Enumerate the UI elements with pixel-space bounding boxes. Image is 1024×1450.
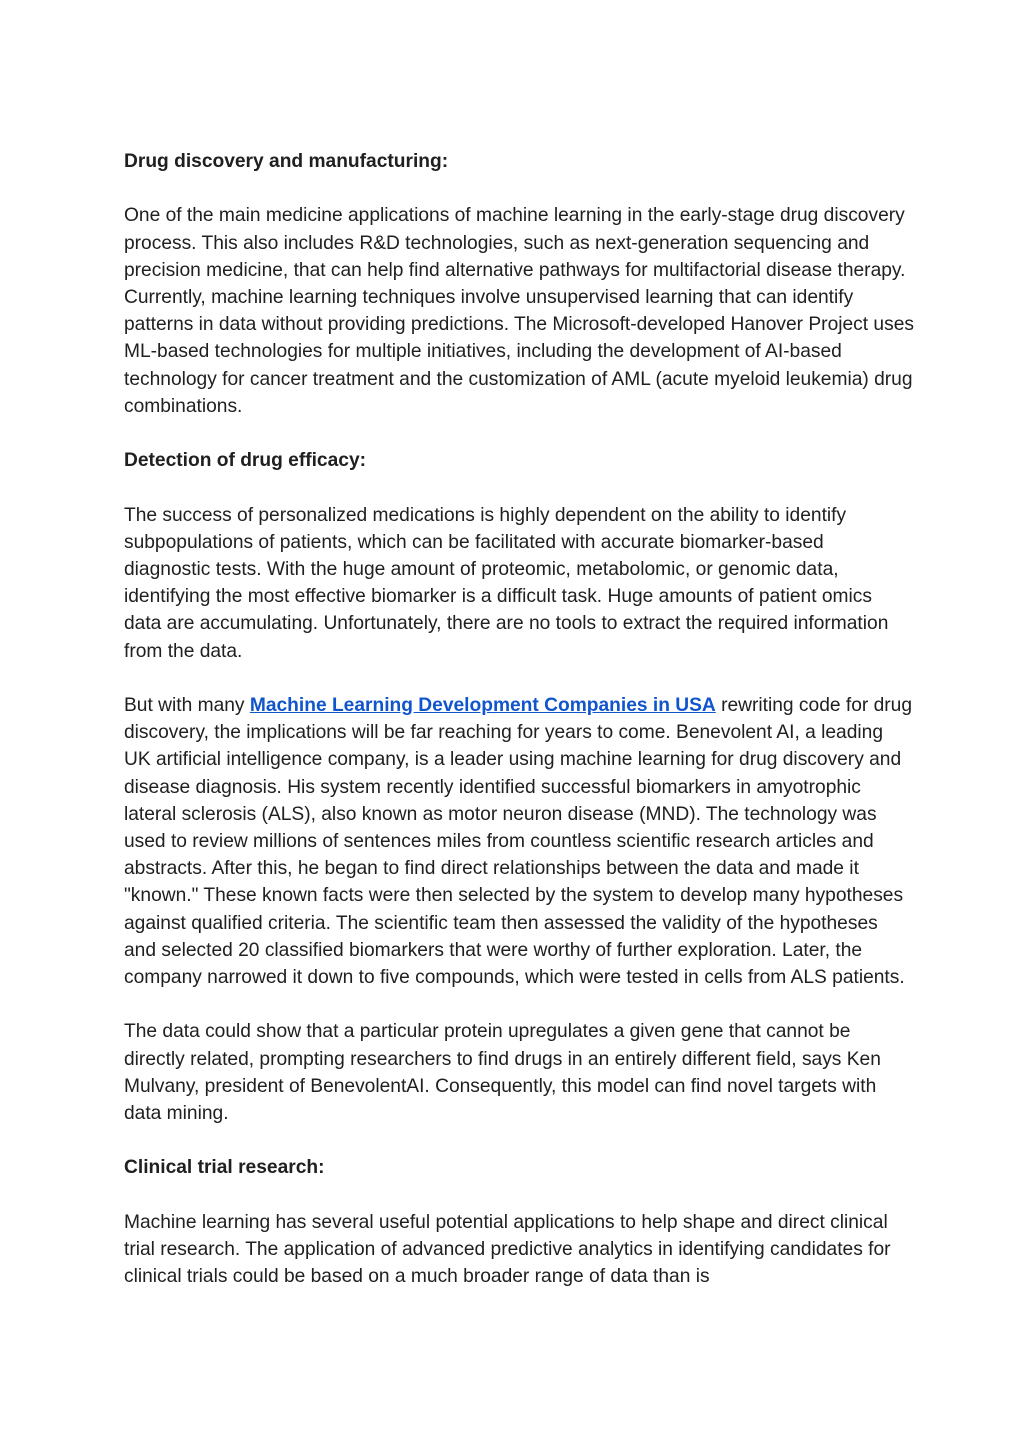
paragraph-drug-efficacy-2 [124,692,914,991]
section-heading-drug-efficacy: Detection of drug efficacy: [124,450,367,472]
paragraph-clinical-trial: Machine learning has several useful potential applications to help shape and direct clinical trial research. The application of advanced predictive analytics in identifying candidates for clinical trials could be based on a much broader range of data than is [124,1211,891,1288]
paragraph-drug-efficacy-1: The success of personalized medications is highly dependent on the ability to identify subpopulations of patients, which can be facilitated with accurate biomarker-based diagnostic tests. With the huge amount of proteomic, metabolomic, or genomic data, identifying the most effective biomarker is a difficult task. Huge amounts of patient omics data are accumulating. Unfortunately, there are no tools to extract the required information from the data. [124,504,889,662]
paragraph-text-before-link: But with many [124,695,250,716]
document-page [124,148,914,1318]
paragraph-drug-discovery: One of the main medicine applications of machine learning in the early-stage drug discovery process. This also includes R&D technologies, such as next-generation sequencing and precision medicine, that can help find alternative pathways for multifactorial disease therapy. Currently, machine learning techniques involve unsupervised learning that can identify patterns in data without providing predictions. The Microsoft-developed Hanover Project uses ML-based technologies for multiple initiatives, including the development of AI-based technology for cancer treatment and the customization of AML (acute myeloid leukemia) drug combinations. [124,205,914,417]
paragraph-text-after-link: rewriting code for drug discovery, the implications will be far reaching for years to come. Benevolent AI, a leading UK artificial intelligence company, is a leader using machine learning for drug discovery and disease diagnosis. His system recently identified successful biomarkers in amyotrophic lateral sclerosis (ALS), also known as motor neuron disease (MND). The technology was used to review millions of sentences miles from countless scientific research articles and abstracts. After this, he began to find direct relationships between the data and made it "known." These known facts were then selected by the system to develop many hypotheses against qualified criteria. The scientific team then assessed the validity of the hypotheses and selected 20 classified biomarkers that were worthy of further exploration. Later, the company narrowed it down to five compounds, which were tested in cells from ALS patients. [124,695,912,989]
ml-companies-usa-link[interactable]: Machine Learning Development Companies in USA [249,695,716,716]
paragraph-drug-efficacy-3: The data could show that a particular protein upregulates a given gene that cannot be directly related, prompting researchers to find drugs in an entirely different field, says Ken Mulvany, president of BenevolentAI. Consequently, this model can find novel targets with data mining. [124,1021,881,1125]
section-heading-clinical-trial: Clinical trial research: [124,1157,325,1179]
section-heading-drug-discovery: Drug discovery and manufacturing: [124,151,449,172]
